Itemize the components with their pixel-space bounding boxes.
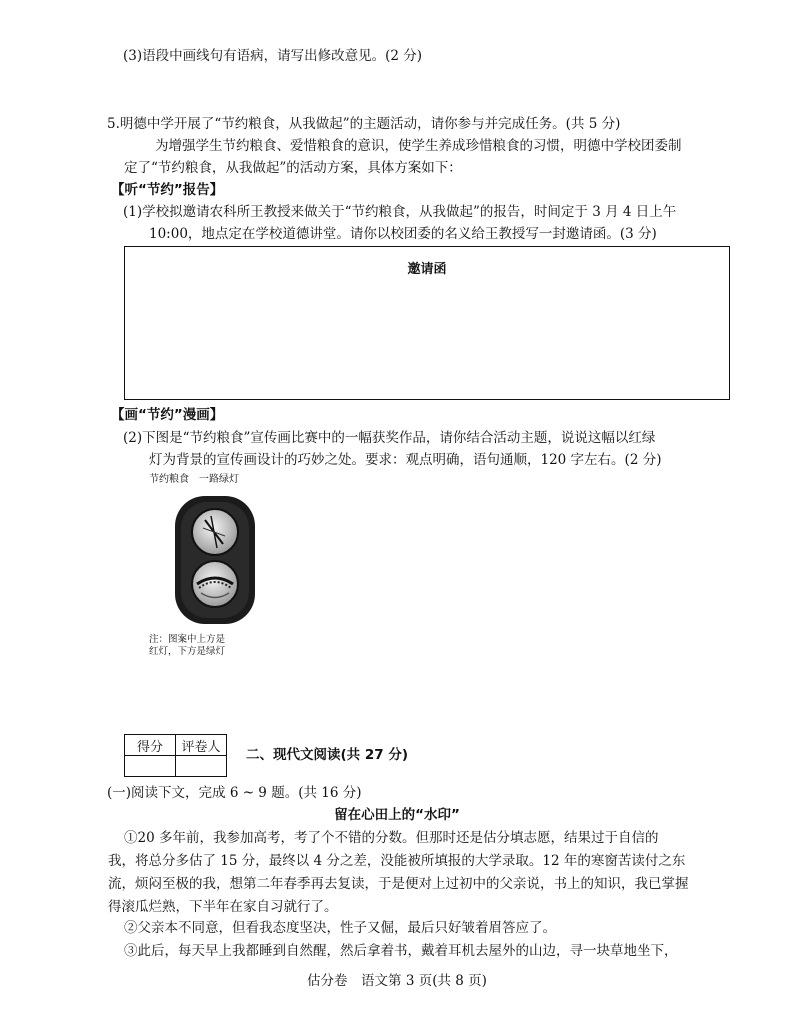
grader-cell[interactable]	[176, 756, 227, 777]
task1-line-1: (1)学校拟邀请农科所王教授来做关于“节约粮食，从我做起”的报告，时间定于 3 月 4 日上午	[123, 204, 677, 220]
score-cell[interactable]	[125, 756, 176, 777]
page-footer: 估分卷 语文第 3 页(共 8 页)	[307, 973, 487, 989]
para1-line-3: 流，烦闷至极的我，想第二年春季再去复读，于是便对上过初中的父亲说，书上的知识，我已掌握	[108, 876, 689, 892]
reading-instruction: (一)阅读下文，完成 6 ~ 9 题。(共 16 分)	[107, 785, 362, 801]
q5-intro-line-2: 定了“节约粮食，从我做起”的活动方案，具体方案如下：	[124, 160, 462, 176]
task2-line-1: (2)下图是“节约粮食”宣传画比赛中的一幅获奖作品，请你结合活动主题，说说这幅以红绿	[123, 430, 656, 446]
score-header: 得分	[125, 735, 176, 756]
poster-caption: 节约粮食 一路绿灯	[149, 474, 239, 485]
score-table	[124, 734, 227, 777]
part-two-title: 二、现代文阅读(共 27 分)	[246, 747, 409, 763]
task1-line-2: 10:00，地点定在学校道德讲堂。请你以校团委的名义给王教授写一封邀请函。(3 分)	[149, 226, 657, 242]
para1-line-2: 我，将总分多估了 15 分，最终以 4 分之差，没能被所填报的大学录取。12 年的寒窗苦读付之东	[108, 853, 686, 869]
poster-note-line-1: 注：图案中上方是	[149, 634, 226, 645]
grader-header: 评卷人	[176, 735, 227, 756]
para1-line-1: ①20 多年前，我参加高考，考了个不错的分数。但那时还是估分填志愿，结果过于自信的	[124, 830, 659, 846]
traffic-light-poster	[147, 472, 277, 662]
para2-line-1: ②父亲本不同意，但看我态度坚决，性子又倔，最后只好皱着眉答应了。	[124, 920, 556, 936]
section-heading-report: 【听“节约”报告】	[111, 182, 224, 198]
para3-line-1: ③此后，每天早上我都睡到自然醒，然后拿着书，戴着耳机去屋外的山边，寻一块草地坐下，	[124, 943, 678, 959]
passage-title: 留在心田上的“水印”	[334, 807, 460, 823]
q5-stem: 5.明德中学开展了“节约粮食，从我做起”的主题活动，请你参与并完成任务。(共 5 分)	[107, 116, 621, 132]
task2-line-2: 灯为背景的宣传画设计的巧妙之处。要求：观点明确，语句通顺，120 字左右。(2 分)	[149, 452, 662, 468]
para1-line-4: 得滚瓜烂熟，下半年在家自习就行了。	[108, 899, 338, 915]
invitation-answer-box[interactable]	[124, 246, 730, 400]
traffic-light-icon	[173, 492, 257, 632]
q3-text: (3)语段中画线句有语病，请写出修改意见。(2 分)	[123, 48, 423, 64]
section-heading-comic: 【画“节约”漫画】	[111, 407, 224, 423]
q5-intro-line-1: 为增强学生节约粮食、爱惜粮食的意识，使学生养成珍惜粮食的习惯，明德中学校团委制	[155, 138, 682, 154]
invitation-title: 邀请函	[407, 262, 447, 277]
poster-note-line-2: 红灯，下方是绿灯	[149, 646, 226, 657]
